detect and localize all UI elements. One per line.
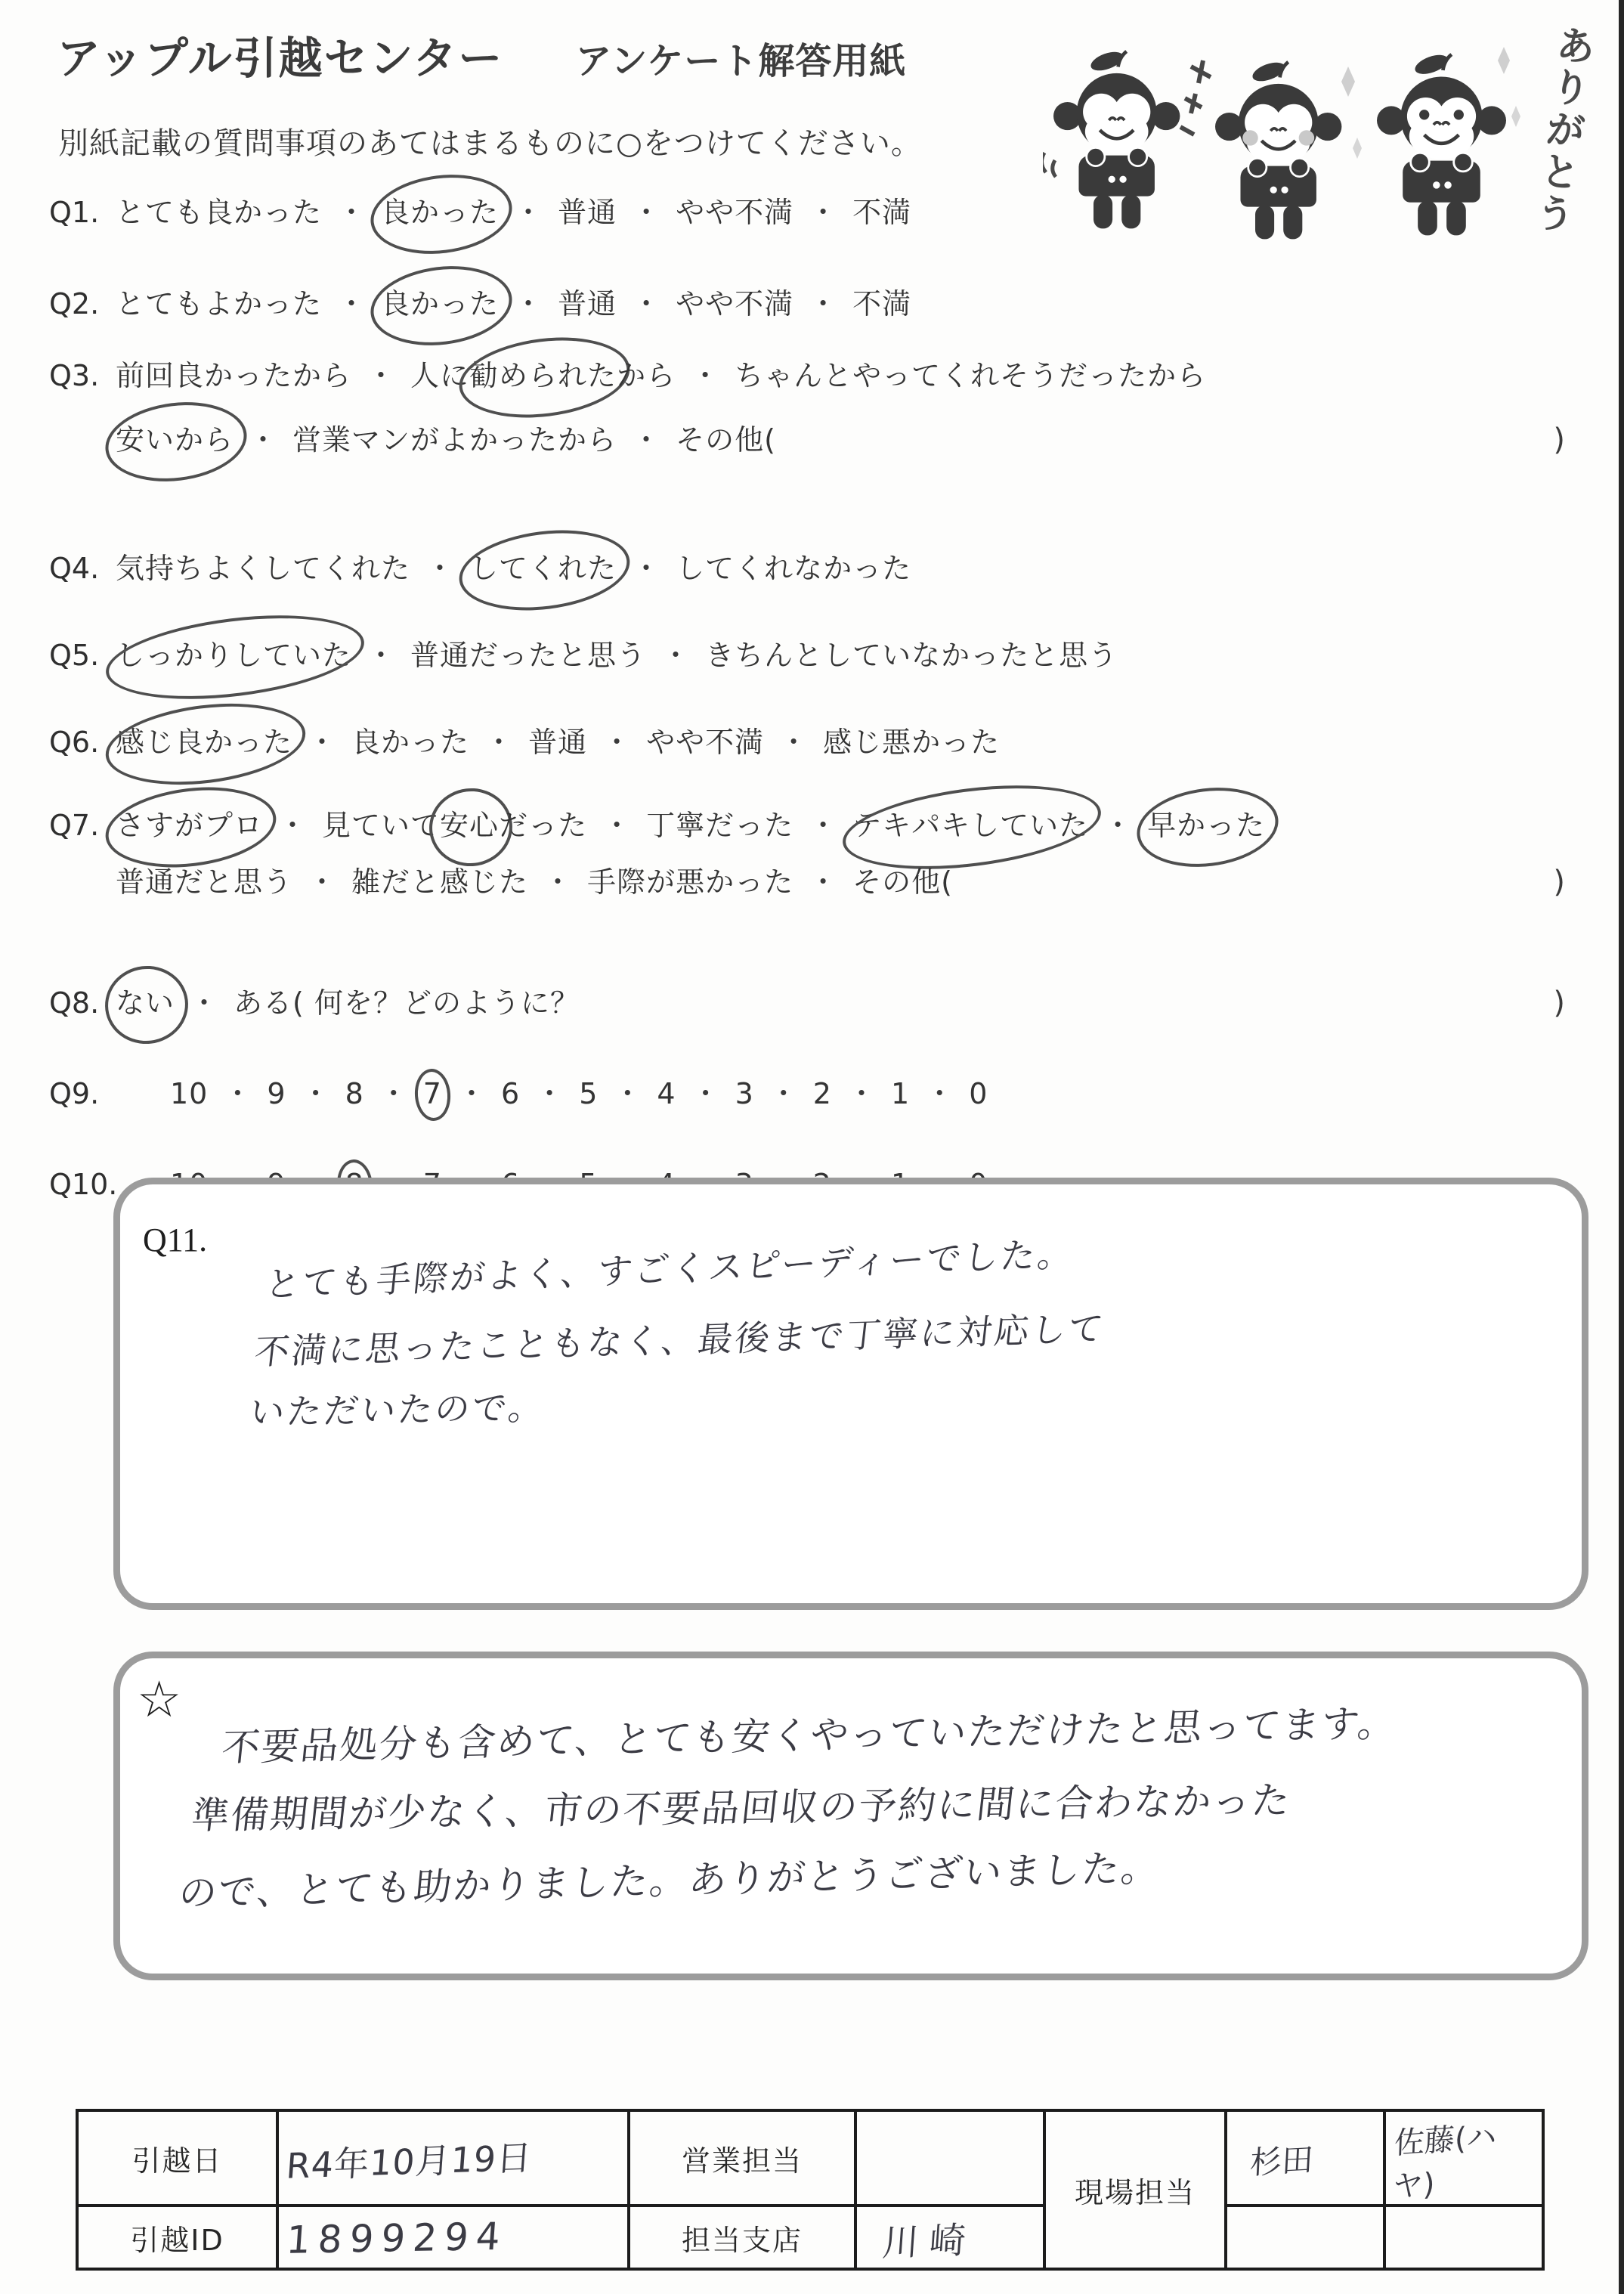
handwritten-line: とても手際がよく、すごくスピーディーでした。 [263, 1233, 1077, 1305]
question-row-Q3-1 [49, 352, 1565, 394]
option-circled: 安心 [440, 802, 499, 844]
option-separator: ・ [308, 865, 337, 899]
option: 9 [267, 1077, 286, 1110]
option-circled: テキパキしていた [852, 802, 1088, 844]
question-row-Q8 [49, 980, 1565, 1021]
option: 手際が悪かった [587, 865, 794, 899]
option: 2 [812, 1077, 832, 1110]
close-paren: ) [1553, 986, 1565, 1020]
site-crew-label: 現場担当 [1044, 2110, 1226, 2269]
option: 10 [170, 1077, 209, 1110]
company-title: アップル引越センター [57, 33, 504, 84]
option: 0 [969, 1077, 988, 1110]
option: その他( [676, 423, 776, 457]
question-row-Q9 [49, 1070, 1565, 1112]
option: 普通だと思う [116, 865, 293, 899]
option: 不満 [852, 287, 912, 320]
question-row-Q7-1 [49, 802, 1565, 844]
handwritten-line: 不要品処分も含めて、とても安くやっていただけたと思ってます。 [219, 1701, 1400, 1770]
handwritten-line: ので、とても助かりました。ありがとうございました。 [177, 1845, 1163, 1916]
option: 見ていて [322, 809, 441, 842]
question-row-Q1 [49, 189, 1565, 231]
thanks-vertical-text: ありがとう [1526, 22, 1598, 238]
question-label: Q7. [49, 809, 100, 842]
option: 4 [657, 1077, 676, 1110]
option-separator: ・ [846, 1077, 876, 1110]
handwritten-line: 準備期間が少なく、市の不要品回収の予約に間に合わなかった [189, 1778, 1294, 1838]
question-label: Q4. [49, 552, 100, 585]
option: 気持ちよくしてくれた [116, 552, 411, 585]
option-separator: ・ [925, 1077, 954, 1110]
option: ( 何を？どのように？ [292, 986, 580, 1020]
site-crew-value-2: 佐藤(ハヤ) [1392, 2119, 1498, 2205]
option-separator: ・ [809, 809, 838, 842]
close-paren: ) [1553, 423, 1565, 457]
option-circled: 勧められた [469, 352, 617, 394]
option-separator: ・ [661, 639, 691, 672]
option: 雑だと感じた [351, 865, 529, 899]
option-circled: してくれた [469, 545, 617, 587]
option-separator: ・ [301, 1077, 330, 1110]
handwritten-line: 不満に思ったこともなく、最後まで丁寧に対応して [252, 1308, 1108, 1373]
instruction-text: 別紙記載の質問事項のあてはまるものに○をつけてください。 [58, 126, 922, 161]
question-row-Q3-2 [49, 416, 1565, 458]
question-row-Q5 [49, 632, 1565, 673]
option-separator: ・ [1103, 809, 1133, 842]
star-comment-box [113, 1652, 1588, 1980]
option: その他( [852, 865, 953, 899]
site-crew-value-1: 杉田 [1248, 2141, 1315, 2181]
option-separator: ・ [809, 287, 838, 320]
option-separator: ・ [809, 865, 838, 899]
option: 人に [410, 359, 470, 392]
option: やや不満 [676, 287, 794, 320]
table-row [77, 2206, 1543, 2269]
option-circled: 良かった [381, 189, 499, 231]
branch-value: 川崎 [880, 2218, 978, 2265]
option-separator: ・ [632, 196, 661, 229]
option-separator: ・ [543, 865, 573, 899]
option: ちゃんとやってくれそうだったから [735, 359, 1207, 392]
option: だった [499, 809, 588, 842]
branch-label: 担当支店 [629, 2206, 855, 2269]
close-paren: ) [1553, 865, 1565, 899]
option: 普通 [528, 726, 588, 759]
option: 普通 [558, 287, 617, 320]
option-separator: ・ [484, 726, 514, 759]
handwritten-line: いただいたので。 [247, 1386, 549, 1433]
question-row-Q2 [49, 280, 1565, 322]
option-separator: ・ [632, 423, 661, 457]
option-separator: ・ [779, 726, 809, 759]
option: 丁寧だった [646, 809, 794, 842]
option-separator: ・ [691, 359, 720, 392]
question-label: Q1. [49, 196, 100, 229]
option: 6 [500, 1077, 521, 1110]
option: 3 [735, 1077, 754, 1110]
option-separator: ・ [190, 986, 219, 1020]
option: 前回良かったから [116, 359, 352, 392]
option: やや不満 [676, 196, 794, 229]
option-separator: ・ [456, 1077, 486, 1110]
move-date-label: 引越日 [77, 2110, 277, 2206]
q11-label: Q11. [143, 1221, 208, 1258]
option: ある [234, 986, 293, 1020]
option: 普通だったと思う [410, 639, 647, 672]
site-crew-empty-2 [1384, 2206, 1543, 2269]
star-icon: ☆ [137, 1670, 182, 1729]
q11-comment-box [113, 1178, 1588, 1610]
option: 営業マンがよかったから [292, 423, 617, 457]
option-circled: 安いから [116, 416, 234, 458]
option: きちんとしていなかったと思う [705, 639, 1118, 672]
option-separator: ・ [809, 196, 838, 229]
option-separator: ・ [223, 1077, 252, 1110]
question-label: Q5. [49, 639, 100, 672]
question-row-Q7-2 [49, 859, 1565, 900]
option-separator: ・ [691, 1077, 720, 1110]
option: 8 [345, 1077, 364, 1110]
site-crew-empty-1 [1226, 2206, 1384, 2269]
option: 5 [579, 1077, 599, 1110]
option: 普通 [558, 196, 617, 229]
option-separator: ・ [367, 359, 396, 392]
question-label: Q2. [49, 287, 100, 320]
question-label: Q9. [49, 1077, 100, 1110]
option-separator: ・ [602, 726, 632, 759]
option-separator: ・ [425, 552, 455, 585]
option-separator: ・ [308, 726, 337, 759]
option-separator: ・ [632, 287, 661, 320]
option-circled: 良かった [381, 280, 499, 322]
move-date-value: R4年10月19日 [285, 2137, 534, 2187]
option: 不満 [852, 196, 912, 229]
move-id-value: 1899294 [285, 2214, 509, 2262]
question-label: Q10. [49, 1168, 118, 1201]
option-circled: しっかりしていた [116, 632, 351, 673]
option-separator: ・ [535, 1077, 565, 1110]
option-separator: ・ [367, 639, 396, 672]
option-separator: ・ [337, 196, 367, 229]
option-circled: さすがプロ [116, 802, 263, 844]
question-label: Q3. [49, 359, 100, 392]
option-circled: 7 [422, 1077, 442, 1110]
option: してくれなかった [676, 552, 912, 585]
option: 良かった [351, 726, 470, 759]
option: とても良かった [116, 196, 323, 229]
option-separator: ・ [337, 287, 367, 320]
option: 感じ悪かった [823, 726, 1001, 759]
option-circled: 早かった [1147, 802, 1265, 844]
option-separator: ・ [769, 1077, 798, 1110]
sheet-subtitle: アンケート解答用紙 [575, 40, 907, 82]
move-id-label: 引越ID [77, 2206, 277, 2269]
option-separator: ・ [379, 1077, 408, 1110]
question-label: Q6. [49, 726, 100, 759]
question-row-Q4 [49, 545, 1565, 587]
table-row [77, 2110, 1543, 2206]
option-separator: ・ [249, 423, 278, 457]
option-separator: ・ [613, 1077, 642, 1110]
option-circled: ない [116, 980, 175, 1021]
option: とてもよかった [116, 287, 323, 320]
option-separator: ・ [278, 809, 308, 842]
option-separator: ・ [514, 196, 543, 229]
footer-table [76, 2109, 1545, 2271]
option-circled: 感じ良かった [116, 719, 292, 760]
sales-rep-label: 営業担当 [629, 2110, 855, 2206]
option-separator: ・ [602, 809, 632, 842]
option: やや不満 [646, 726, 765, 759]
option-separator: ・ [514, 287, 543, 320]
option: から [617, 359, 676, 392]
option-separator: ・ [632, 552, 661, 585]
question-row-Q6 [49, 719, 1565, 760]
question-label: Q8. [49, 986, 100, 1020]
option: 1 [891, 1077, 911, 1110]
